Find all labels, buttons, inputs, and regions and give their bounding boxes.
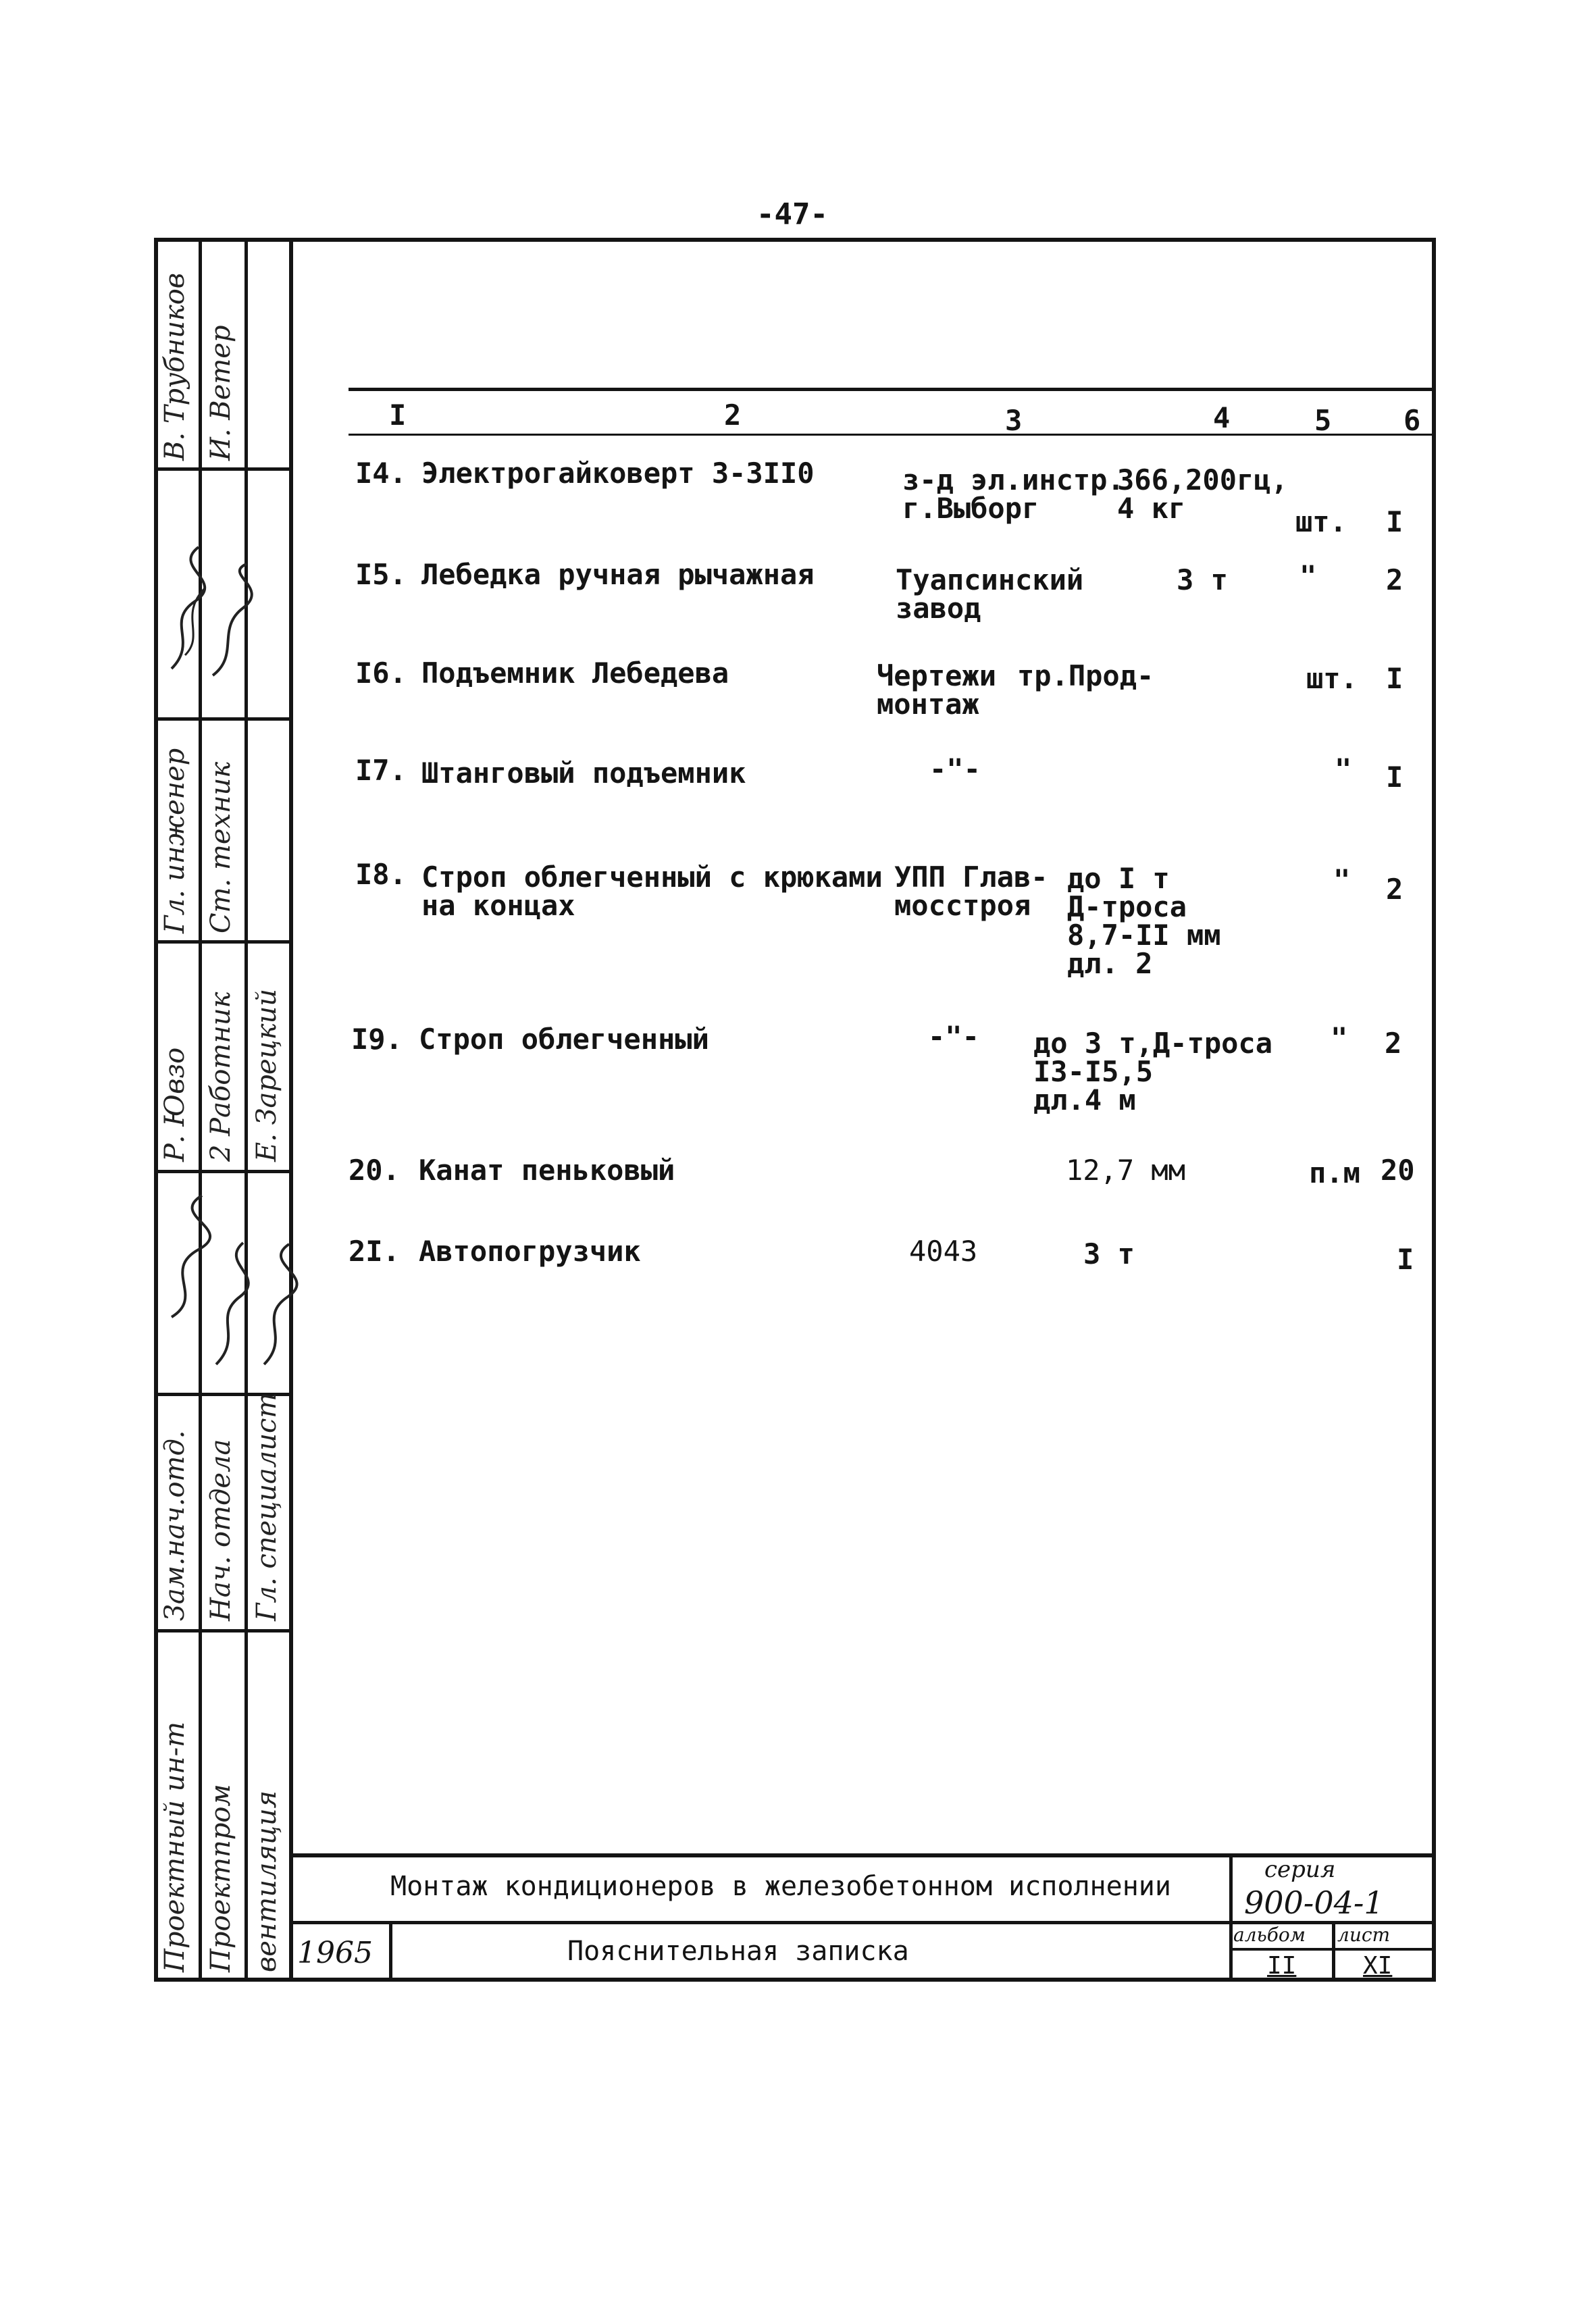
item-quantity: I [1386,662,1404,695]
column-header: 3 [1005,404,1023,437]
table-header-line [349,434,1436,436]
item-spec: 3 т [1177,563,1228,596]
item-unit: " [1335,752,1352,786]
item-quantity: 20 [1381,1154,1415,1187]
album-value: II [1267,1952,1297,1980]
album-label: альбом [1233,1924,1306,1946]
stamp-organization: Проектный ин-т [159,1721,190,1972]
stamp-column-line [199,238,202,1982]
item-name: Строп облегченный с крюками на концах [421,860,883,922]
item-spec: 3 т [1083,1237,1135,1270]
item-unit: " [1333,863,1351,896]
row-number: 20. [349,1154,400,1187]
stamp-organization: Проектпром [205,1784,236,1972]
stamp-name: И. Ветер [205,325,236,461]
item-maker: Чертежи монтаж [877,659,997,721]
row-number: I5. [355,558,407,591]
item-quantity: 2 [1386,563,1404,596]
stamp-row-line [154,1170,289,1173]
column-header: 4 [1213,401,1231,434]
item-quantity: 2 [1385,1027,1402,1060]
item-quantity: I [1386,761,1404,794]
column-header: I [389,398,407,432]
stamp-name: В. Трубников [159,272,190,461]
row-number: I8. [355,858,407,891]
item-name: Подъемник Лебедева [421,657,729,690]
stamp-name: Р. Ювзо [159,1047,190,1162]
item-spec: тр.Прод- [1017,659,1154,692]
item-maker: -"- [928,1020,979,1053]
series-label: серия [1264,1856,1336,1883]
table-header-line [349,388,1436,391]
stamp-name: 2 Работник [205,992,236,1162]
year: 1965 [297,1936,373,1970]
series-value: 900-04-1 [1244,1884,1384,1921]
title-block-divider [1229,1853,1233,1982]
item-quantity: I [1397,1243,1414,1276]
document-title: Пояснительная записка [567,1936,909,1967]
item-name: Строп облегченный [419,1023,709,1056]
row-number: I9. [351,1023,403,1056]
item-name: Канат пеньковый [419,1154,675,1187]
sheet-value: XI [1363,1952,1393,1980]
item-unit: " [1331,1021,1348,1054]
stamp-row-line [154,717,289,721]
item-name: Лебедка ручная рычажная [421,558,815,591]
item-quantity: 2 [1386,873,1404,906]
column-header: 5 [1314,404,1332,437]
item-name: Электрогайковерт 3-3II0 [421,457,815,490]
stamp-position: Нач. отдела [205,1439,236,1621]
row-number: 2I. [349,1235,400,1268]
stamp-position: Зам.нач.отд. [159,1430,190,1621]
item-maker: 4043 [909,1235,978,1268]
sheet-label: лист [1337,1924,1391,1946]
page-number: -47- [756,197,828,232]
stamp-row-line [154,467,289,471]
row-number: I4. [355,457,407,490]
title-block-divider [389,1921,392,1982]
column-header: 6 [1404,404,1421,437]
item-maker: УПП Глав- мосстроя [894,860,1048,922]
title-block-divider [1332,1921,1335,1982]
stamp-name: Е. Зарецкий [251,989,282,1162]
stamp-position: Ст. техник [205,761,236,933]
row-number: I7. [355,754,407,787]
item-unit: п.м [1309,1156,1360,1189]
item-quantity: I [1386,505,1404,538]
column-header: 2 [724,398,742,432]
project-title: Монтаж кондиционеров в железобетонном исполнении [390,1871,1171,1902]
item-spec: 366,200гц, 4 кг [1117,463,1288,525]
item-spec: 12,7 мм [1066,1154,1186,1187]
item-name: Автопогрузчик [419,1235,641,1268]
row-number: I6. [355,657,407,690]
stamp-row-line [154,940,289,944]
stamp-column-line [289,238,293,1982]
item-name: Штанговый подъемник [421,756,746,790]
item-spec: до 3 т,Д-троса I3-I5,5 дл.4 м [1033,1027,1273,1116]
item-unit: " [1299,559,1317,592]
stamp-column-line [244,238,248,1982]
item-unit: шт. [1306,662,1358,695]
item-unit: шт. [1295,505,1347,538]
stamp-position: Гл. инженер [159,748,190,933]
item-spec: до I т Д-троса 8,7-II мм дл. 2 [1067,862,1221,980]
item-maker: з-д эл.инстр. г.Выборг [902,463,1125,525]
signature-scribble [203,554,259,689]
item-maker: Туапсинский завод [896,563,1084,625]
stamp-organization: вентиляция [251,1790,282,1972]
item-maker: -"- [929,752,981,786]
stamp-position: Гл. специалист [251,1392,282,1621]
signature-scribble [247,1236,304,1371]
stamp-row-line [154,1629,289,1632]
